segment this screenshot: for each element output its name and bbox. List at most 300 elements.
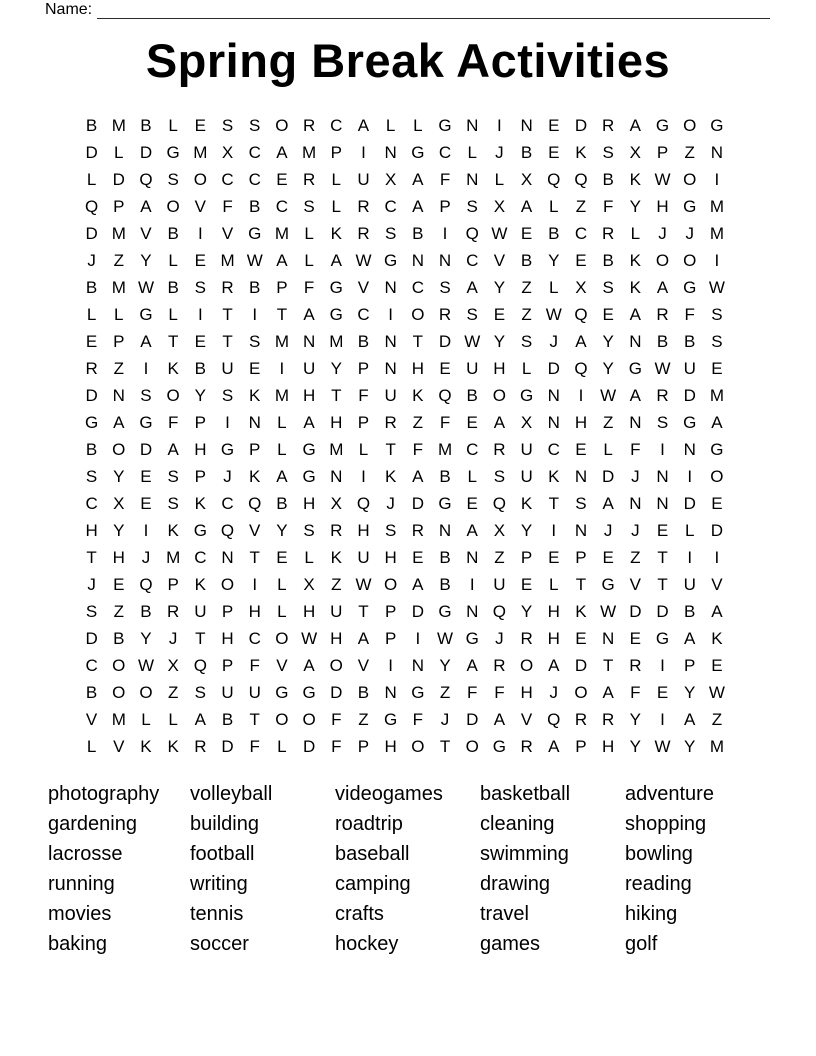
grid-letter: A — [276, 467, 288, 486]
word-list-item: golf — [625, 933, 658, 955]
grid-letter: C — [574, 224, 588, 243]
grid-letter: G — [411, 143, 425, 162]
grid-letter: A — [520, 197, 533, 216]
grid-letter: M — [329, 332, 344, 351]
grid-letter: H — [85, 521, 98, 540]
grid-letter: S — [575, 494, 587, 513]
grid-letter: W — [301, 629, 318, 648]
grid-letter: K — [167, 521, 179, 540]
grid-letter: W — [355, 251, 372, 270]
grid-letter: P — [221, 602, 234, 621]
grid-letter: U — [357, 548, 370, 567]
grid-letter: A — [303, 305, 315, 324]
grid-letter: R — [384, 413, 397, 432]
grid-letter: E — [439, 359, 451, 378]
grid-letter: I — [660, 656, 665, 675]
grid-letter: J — [603, 521, 613, 540]
word-list-item: lacrosse — [48, 843, 123, 865]
grid-letter: A — [357, 116, 370, 135]
grid-letter: S — [140, 386, 152, 405]
grid-letter: W — [355, 575, 372, 594]
word-list-item: basketball — [480, 783, 571, 805]
grid-letter: S — [466, 305, 478, 324]
grid-letter: E — [276, 170, 288, 189]
grid-letter: Q — [574, 170, 588, 189]
grid-letter: K — [194, 575, 207, 594]
grid-row — [78, 490, 731, 517]
grid-letter: U — [302, 359, 316, 378]
grid-letter: B — [85, 116, 98, 135]
grid-letter: D — [302, 737, 316, 756]
grid-letter: H — [330, 413, 343, 432]
grid-letter: M — [111, 116, 126, 135]
grid-letter: B — [167, 278, 179, 297]
grid-letter: E — [711, 359, 723, 378]
grid-letter: R — [520, 737, 533, 756]
grid-letter: I — [469, 575, 475, 594]
grid-letter: N — [466, 116, 479, 135]
grid-letter: P — [221, 656, 234, 675]
grid-letter: K — [330, 224, 342, 243]
grid-letter: U — [194, 602, 207, 621]
grid-letter: X — [575, 278, 587, 297]
grid-letter: I — [143, 359, 149, 378]
grid-row — [78, 571, 731, 598]
grid-letter: S — [493, 467, 506, 486]
grid-letter: H — [330, 629, 343, 648]
grid-letter: W — [437, 629, 454, 648]
word-list-column — [335, 779, 480, 959]
grid-letter: G — [139, 413, 153, 432]
grid-letter: Z — [412, 413, 424, 432]
grid-letter: R — [656, 305, 669, 324]
grid-letter: B — [439, 467, 451, 486]
grid-letter: F — [249, 656, 260, 675]
grid-letter: B — [113, 629, 125, 648]
grid-letter: V — [493, 251, 506, 270]
grid-letter: X — [629, 143, 642, 162]
grid-letter: F — [630, 683, 641, 702]
grid-letter: I — [714, 548, 720, 567]
grid-letter: A — [629, 305, 642, 324]
grid-letter: J — [87, 575, 96, 594]
grid-letter: V — [357, 278, 370, 297]
grid-letter: U — [221, 359, 234, 378]
grid-letter: I — [388, 305, 394, 324]
grid-letter: M — [302, 143, 317, 162]
grid-letter: Y — [629, 737, 642, 756]
grid-letter: B — [520, 251, 533, 270]
grid-letter: O — [139, 683, 153, 702]
grid-letter: W — [491, 224, 508, 243]
grid-letter: P — [684, 656, 696, 675]
word-list-column — [48, 779, 190, 959]
grid-letter: V — [520, 710, 533, 729]
grid-letter: A — [113, 413, 125, 432]
grid-letter: A — [194, 710, 207, 729]
grid-letter: O — [275, 629, 289, 648]
grid-letter: B — [466, 386, 478, 405]
grid-letter: B — [684, 332, 696, 351]
grid-letter: Z — [113, 251, 124, 270]
grid-letter: D — [574, 116, 588, 135]
word-list-item: games — [480, 933, 541, 955]
grid-letter: G — [411, 683, 425, 702]
grid-letter: S — [602, 278, 614, 297]
grid-letter: P — [656, 143, 669, 162]
grid-letter: Y — [684, 737, 696, 756]
grid-letter: A — [303, 413, 315, 432]
word-list-item: writing — [190, 873, 248, 895]
grid-letter: D — [85, 143, 98, 162]
grid-letter: X — [493, 521, 506, 540]
grid-letter: I — [578, 386, 584, 405]
grid-letter: Z — [711, 710, 723, 729]
word-list-item: volleyball — [190, 783, 273, 805]
grid-letter: A — [167, 440, 179, 459]
grid-letter: R — [85, 359, 98, 378]
grid-letter: H — [574, 413, 588, 432]
grid-letter: G — [492, 737, 507, 756]
grid-letter: L — [114, 143, 124, 162]
grid-letter: H — [248, 602, 261, 621]
grid-letter: J — [168, 629, 178, 648]
grid-letter: A — [466, 656, 478, 675]
word-list-item: videogames — [335, 783, 443, 805]
grid-letter: D — [574, 656, 588, 675]
grid-letter: K — [330, 548, 342, 567]
grid-letter: W — [464, 332, 481, 351]
grid-letter: U — [466, 359, 479, 378]
grid-letter: E — [194, 251, 207, 270]
grid-letter: O — [166, 386, 180, 405]
grid-letter: X — [113, 494, 125, 513]
grid-letter: G — [248, 224, 262, 243]
grid-letter: G — [166, 143, 180, 162]
grid-letter: C — [547, 440, 560, 459]
grid-letter: T — [657, 575, 668, 594]
grid-letter: E — [629, 629, 642, 648]
grid-letter: Q — [547, 170, 561, 189]
grid-letter: E — [602, 305, 614, 324]
grid-letter: T — [276, 305, 288, 324]
grid-letter: G — [655, 116, 670, 135]
grid-letter: E — [520, 575, 533, 594]
grid-letter: X — [167, 656, 179, 675]
grid-letter: N — [384, 278, 397, 297]
word-list-item: hockey — [335, 933, 399, 955]
grid-letter: D — [85, 386, 98, 405]
grid-letter: T — [412, 332, 424, 351]
grid-letter: N — [547, 386, 560, 405]
grid-letter: I — [714, 170, 720, 189]
grid-letter: G — [384, 251, 398, 270]
grid-letter: S — [711, 305, 723, 324]
grid-letter: Q — [193, 656, 207, 675]
grid-letter: X — [303, 575, 315, 594]
grid-letter: D — [656, 602, 669, 621]
grid-letter: B — [439, 548, 451, 567]
grid-letter: Q — [84, 197, 99, 216]
grid-letter: S — [466, 197, 478, 216]
grid-letter: M — [220, 251, 235, 270]
grid-letter: D — [411, 494, 424, 513]
grid-letter: N — [629, 413, 642, 432]
grid-letter: K — [384, 467, 397, 486]
grid-letter: E — [520, 224, 533, 243]
grid-letter: A — [412, 197, 424, 216]
grid-letter: X — [384, 170, 397, 189]
grid-letter: W — [137, 656, 154, 675]
grid-letter: V — [249, 521, 261, 540]
grid-letter: M — [274, 332, 289, 351]
word-list — [48, 779, 785, 959]
grid-letter: S — [520, 332, 533, 351]
grid-letter: O — [112, 440, 126, 459]
grid-letter: N — [466, 170, 479, 189]
grid-letter: F — [167, 413, 179, 432]
word-list-column — [625, 779, 785, 959]
grid-letter: U — [384, 386, 397, 405]
grid-row — [78, 382, 731, 409]
grid-letter: N — [302, 332, 316, 351]
grid-row — [78, 517, 731, 544]
word-list-item: football — [190, 843, 255, 865]
grid-letter: F — [467, 683, 478, 702]
grid-letter: L — [277, 413, 287, 432]
grid-letter: C — [221, 170, 234, 189]
word-list-item: running — [48, 873, 115, 895]
grid-letter: T — [575, 575, 587, 594]
grid-letter: N — [384, 332, 397, 351]
grid-letter: M — [709, 737, 724, 756]
grid-letter: C — [248, 629, 261, 648]
grid-letter: C — [221, 494, 234, 513]
grid-letter: J — [549, 332, 559, 351]
grid-letter: C — [330, 116, 343, 135]
grid-letter: A — [684, 710, 696, 729]
grid-letter: P — [384, 602, 397, 621]
grid-letter: O — [411, 737, 425, 756]
grid-letter: N — [466, 602, 479, 621]
grid-letter: F — [439, 170, 451, 189]
grid-letter: S — [249, 332, 261, 351]
word-list-item: reading — [625, 873, 692, 895]
grid-letter: N — [629, 494, 642, 513]
grid-letter: S — [221, 386, 234, 405]
grid-letter: E — [85, 332, 98, 351]
grid-letter: O — [112, 683, 126, 702]
grid-letter: T — [249, 710, 260, 729]
grid-letter: O — [193, 170, 207, 189]
grid-letter: T — [358, 602, 369, 621]
grid-letter: W — [654, 359, 671, 378]
grid-letter: H — [520, 683, 533, 702]
grid-letter: A — [140, 197, 152, 216]
grid-letter: S — [167, 467, 179, 486]
grid-row — [78, 247, 731, 274]
grid-letter: E — [276, 548, 288, 567]
grid-letter: I — [279, 359, 285, 378]
grid-letter: A — [575, 332, 587, 351]
grid-letter: Q — [139, 575, 153, 594]
grid-letter: O — [220, 575, 235, 594]
grid-letter: P — [357, 359, 370, 378]
grid-letter: H — [302, 602, 316, 621]
grid-letter: E — [575, 251, 587, 270]
grid-letter: M — [111, 224, 126, 243]
grid-letter: G — [438, 494, 452, 513]
grid-letter: Y — [493, 332, 506, 351]
grid-letter: J — [141, 548, 151, 567]
grid-letter: R — [330, 521, 343, 540]
grid-letter: L — [86, 737, 97, 756]
grid-letter: K — [629, 278, 642, 297]
grid-letter: D — [683, 386, 696, 405]
grid-letter: R — [602, 116, 615, 135]
grid-row — [78, 139, 731, 166]
grid-letter: D — [438, 332, 452, 351]
grid-letter: H — [112, 548, 125, 567]
grid-letter: Z — [521, 305, 532, 324]
grid-letter: C — [85, 656, 98, 675]
word-list-item: photography — [48, 783, 160, 805]
grid-letter: O — [574, 683, 588, 702]
grid-letter: O — [683, 116, 697, 135]
grid-letter: N — [466, 548, 479, 567]
grid-row — [78, 652, 731, 679]
grid-letter: L — [331, 170, 342, 189]
grid-letter: P — [194, 413, 207, 432]
grid-row — [78, 436, 731, 463]
grid-letter: R — [302, 170, 316, 189]
grid-letter: Y — [194, 386, 207, 405]
grid-letter: Y — [493, 278, 506, 297]
grid-letter: B — [140, 602, 152, 621]
grid-letter: J — [658, 224, 667, 243]
word-search-grid — [78, 112, 731, 760]
grid-letter: R — [656, 386, 669, 405]
grid-letter: D — [466, 710, 479, 729]
word-list-item: shopping — [625, 813, 707, 835]
grid-letter: G — [465, 629, 479, 648]
grid-letter: E — [548, 116, 560, 135]
grid-row — [78, 166, 731, 193]
grid-letter: D — [602, 467, 615, 486]
grid-row — [78, 544, 731, 571]
grid-letter: H — [602, 737, 615, 756]
grid-letter: P — [439, 197, 451, 216]
grid-letter: P — [357, 413, 370, 432]
word-list-item: tennis — [190, 903, 244, 925]
word-list-item: bowling — [625, 843, 693, 865]
grid-letter: L — [304, 548, 314, 567]
grid-letter: L — [277, 737, 287, 756]
grid-letter: N — [384, 683, 397, 702]
grid-letter: O — [275, 710, 289, 729]
grid-letter: E — [548, 548, 560, 567]
grid-letter: G — [139, 305, 153, 324]
grid-letter: G — [601, 575, 615, 594]
grid-letter: L — [630, 224, 641, 243]
grid-letter: L — [304, 224, 314, 243]
grid-letter: F — [439, 413, 451, 432]
grid-letter: N — [574, 467, 588, 486]
grid-letter: G — [655, 629, 670, 648]
grid-letter: B — [249, 278, 261, 297]
grid-letter: G — [683, 413, 697, 432]
grid-letter: M — [329, 440, 344, 459]
grid-letter: E — [140, 467, 152, 486]
grid-letter: U — [493, 575, 506, 594]
grid-letter: I — [687, 467, 693, 486]
grid-letter: G — [302, 467, 316, 486]
grid-letter: N — [438, 521, 452, 540]
grid-letter: Y — [276, 521, 288, 540]
grid-letter: U — [683, 575, 696, 594]
grid-letter: Z — [439, 683, 451, 702]
grid-letter: A — [330, 251, 342, 270]
grid-letter: U — [520, 467, 533, 486]
grid-letter: K — [140, 737, 152, 756]
grid-letter: H — [221, 629, 234, 648]
grid-letter: E — [194, 116, 207, 135]
grid-letter: U — [683, 359, 696, 378]
grid-letter: G — [683, 197, 697, 216]
grid-letter: K — [167, 359, 179, 378]
grid-row — [78, 220, 731, 247]
grid-letter: W — [654, 737, 671, 756]
grid-letter: E — [575, 440, 587, 459]
grid-letter: B — [221, 710, 234, 729]
grid-letter: C — [466, 440, 479, 459]
grid-letter: B — [412, 224, 424, 243]
grid-letter: C — [248, 143, 261, 162]
grid-letter: O — [519, 656, 534, 675]
grid-letter: E — [412, 548, 424, 567]
grid-letter: R — [629, 656, 642, 675]
grid-letter: Q — [220, 521, 235, 540]
word-list-item: drawing — [480, 873, 551, 895]
grid-letter: H — [547, 629, 560, 648]
grid-letter: W — [600, 602, 617, 621]
grid-letter: A — [602, 494, 614, 513]
grid-letter: M — [437, 440, 453, 459]
grid-letter: J — [549, 683, 559, 702]
grid-letter: S — [167, 494, 179, 513]
grid-letter: Q — [248, 494, 262, 513]
grid-letter: H — [384, 737, 397, 756]
grid-letter: R — [357, 197, 370, 216]
grid-letter: W — [708, 683, 725, 702]
grid-letter: K — [575, 602, 587, 621]
grid-letter: F — [630, 440, 641, 459]
grid-letter: A — [412, 170, 424, 189]
grid-letter: A — [140, 332, 152, 351]
grid-letter: Y — [113, 467, 125, 486]
grid-letter: P — [194, 467, 207, 486]
grid-letter: B — [249, 197, 261, 216]
grid-letter: L — [277, 440, 287, 459]
grid-letter: T — [657, 548, 668, 567]
grid-letter: N — [656, 494, 669, 513]
grid-letter: M — [193, 143, 208, 162]
grid-letter: A — [412, 467, 424, 486]
grid-letter: A — [656, 278, 669, 297]
grid-letter: J — [87, 251, 96, 270]
grid-letter: S — [85, 467, 98, 486]
grid-row — [78, 706, 731, 733]
